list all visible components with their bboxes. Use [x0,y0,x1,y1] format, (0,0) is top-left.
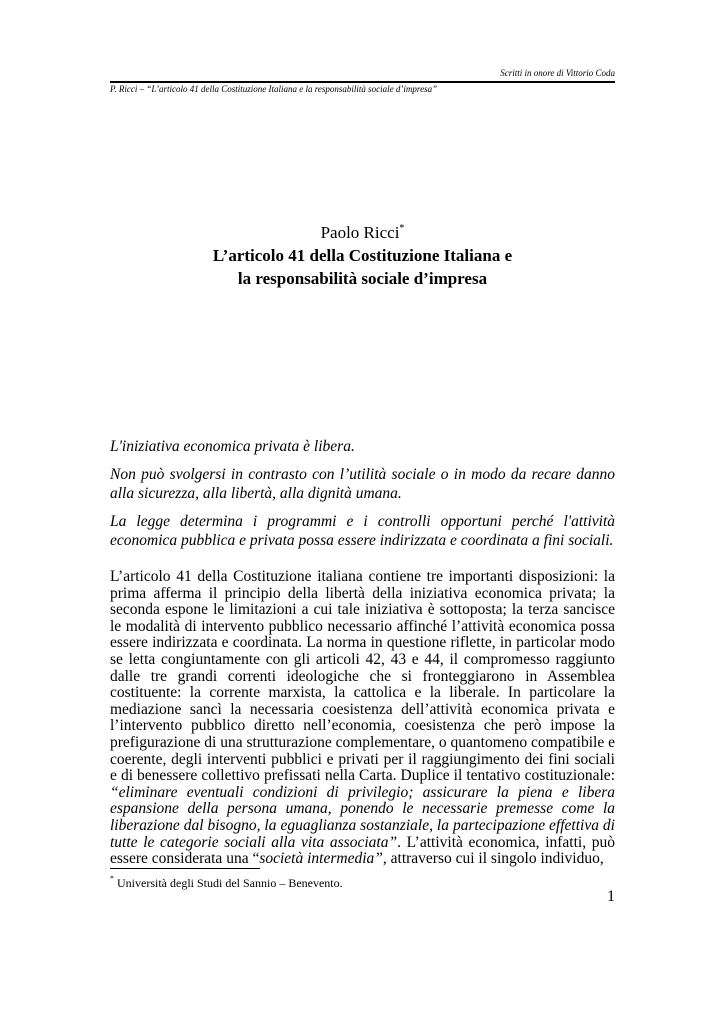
article-title-line-1: L’articolo 41 della Costituzione Italiana e [212,246,513,265]
article-title-line-2: la responsabilità sociale d’impresa [237,269,488,288]
body-text-part-1: L’articolo 41 della Costituzione italiana contiene tre importanti disposizioni: la prima afferma il principio della libertà della iniziativa economica privata; la seconda espone le limitazioni a cui tale iniziativa è sottoposta; la terza sancisce le modalità di intervento pubblico necessario affinché l’attività economica possa essere indirizzata e coordinata. La norma in questione riflette, in particolar modo se letta congiuntamente con gli articoli 42, 43 e 44, il compromesso raggiunto dalle tre grandi correnti ideologiche che si fronteggiarono in Assemblea costituente: la corrente marxista, la cattolica e la liberale. In particolare la mediazione sancì la necessaria coesistenza dell’attività economica privata e l’intervento pubblico diretto nell’economia, coesistenza che però impose la prefigurazione di una strutturazione complementare, o quantomeno compatibile e coerente, degli interventi pubblici e privati per il raggiungimento dei fini sociali e di benessere collettivo prefissati nella Carta. Duplice il tentativo costituzionale: [110,568,615,785]
epigraph-paragraph-3: La legge determina i programmi e i controlli opportuni perché l'attività economica pubblica e privata possa essere indirizzata e coordinata a fini sociali. [110,513,615,549]
page-number: 1 [607,888,615,905]
body-paragraph-1 [110,569,615,868]
running-header-subtitle: P. Ricci – “L’articolo 41 della Costituzione Italiana e la responsabilità sociale d’impresa” [110,84,438,94]
epigraph-paragraph-2: Non può svolgersi in contrasto con l’utilità sociale o in modo da recare danno alla sicurezza, alla libertà, alla dignità umana. [110,466,615,502]
epigraph-quote [110,437,615,559]
author-footnote-marker: * [399,223,405,234]
body-quote-2: società intermedia” [259,850,383,868]
title-block [110,222,615,290]
body-text-part-3: , attraverso cui il singolo individuo, [382,850,604,868]
footnote-marker: * [110,874,114,883]
body-quote-1: “eliminare eventuali condizioni di privilegio; assicurare la piena e libera espansione della persona umana, ponendo le necessarie premesse come la liberazione dal bisogno, la eguaglianza sostanziale, la partecipazione effettiva di tutte le categorie sociali alla vita associata” [110,783,615,851]
footnote-rule [110,868,260,869]
footnote [110,876,615,891]
body-text-part-2: . L’attività economica, infatti, può essere considerata una “ [110,833,615,868]
epigraph-paragraph-1: L'iniziativa economica privata è libera. [110,438,355,455]
header-rule [110,81,615,83]
author-name [110,222,615,244]
author-name-text: Paolo Ricci [320,223,400,242]
body-paragraph [110,569,615,868]
footnote-text: Università degli Studi del Sannio – Benevento. [117,876,343,890]
running-header-title: Scritti in onore di Vittorio Coda [500,68,615,78]
